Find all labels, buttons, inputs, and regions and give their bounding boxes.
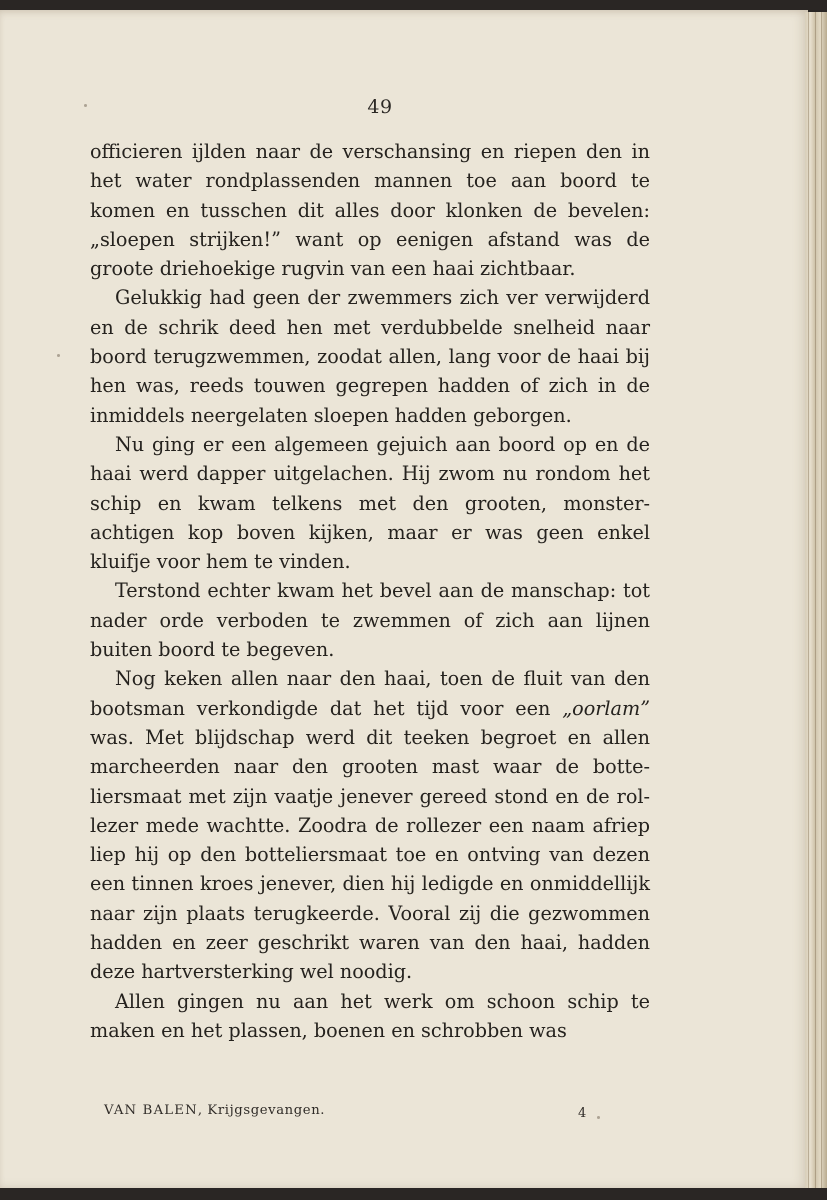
paragraph-2-text: Gelukkig had geen der zwemmers zich ver verwijderd en de schrik deed hen met verdubbelde snelheid naar boord terugzwemmen, zoodat allen, lang voor de haai bij hen was, reeds touwen gegrepen hadden of zich in de inmiddels neergelaten sloepen hadden geborgen. xyxy=(90,286,650,427)
paragraph-5-text-a: Nog keken allen naar den haai, toen de fluit van den bootsman verkondigde dat het tijd voor een xyxy=(90,667,650,720)
page-edge-line xyxy=(808,12,809,1188)
paragraph-2 xyxy=(90,283,650,429)
paper-speck xyxy=(597,1116,600,1119)
body-text xyxy=(90,137,650,1045)
book-page xyxy=(0,10,808,1188)
paragraph-6-text: Allen gingen nu aan het werk om schoon schip te maken en het plassen, boenen en schrobben was xyxy=(90,989,650,1042)
footer-signature xyxy=(104,1103,325,1118)
paragraph-1-text: officieren ijlden naar de verschansing en riepen den in het water rondplassenden mannen toe aan boord te komen en tusschen dit alles door klonken de bevelen: „sloepen strijken!” want op eenigen afstand was de groote driehoekige rugvin van een haai zichtbaar. xyxy=(90,140,650,281)
page-edge-line xyxy=(815,12,816,1188)
paragraph-4-text: Terstond echter kwam het bevel aan de manschap: tot nader orde verboden te zwemmen of zich aan lijnen buiten boord te begeven. xyxy=(90,579,650,662)
footer-separator: , xyxy=(197,1103,208,1118)
paper-speck xyxy=(84,104,87,107)
paper-speck xyxy=(57,354,60,357)
paragraph-5-text-b: was. Met blijdschap werd dit teeken begroet en allen marcheerden naar den grooten mast waar de botteliersmaat met zijn vaatje jenever gereed stond en de rollezer mede wachtte. Zoodra de rollezer een naam afriep liep hij op den botteliersmaat toe en ontving van dezen een tinnen kroes jenever, dien hij ledigde en onmiddellijk naar zijn plaats terugkeerde. Vooral zij die gezwommen hadden en zeer geschrikt waren van den haai, hadden deze hartversterking wel noodig. xyxy=(90,725,650,984)
paragraph-4 xyxy=(90,576,650,664)
paragraph-5-italic-term: „oorlam” xyxy=(562,696,650,720)
paragraph-1 xyxy=(90,137,650,283)
paragraph-6 xyxy=(90,987,650,1046)
page-edge-line xyxy=(821,12,822,1188)
paper-speck xyxy=(322,447,325,450)
paragraph-3-text: Nu ging er een algemeen gejuich aan boord op en de haai werd dapper uitgelachen. Hij zwom nu rondom het schip en kwam telkens met den grooten, monsterachtigen kop boven kijken, maar er was geen enkel kluifje voor hem te vinden. xyxy=(90,432,650,574)
paragraph-5 xyxy=(90,664,650,986)
paragraph-3 xyxy=(90,430,650,576)
footer-title: Krijgsgevangen. xyxy=(207,1103,326,1118)
page-number: 49 xyxy=(367,96,393,118)
signature-mark: 4 xyxy=(578,1106,587,1121)
footer-author: VAN BALEN xyxy=(104,1103,198,1118)
